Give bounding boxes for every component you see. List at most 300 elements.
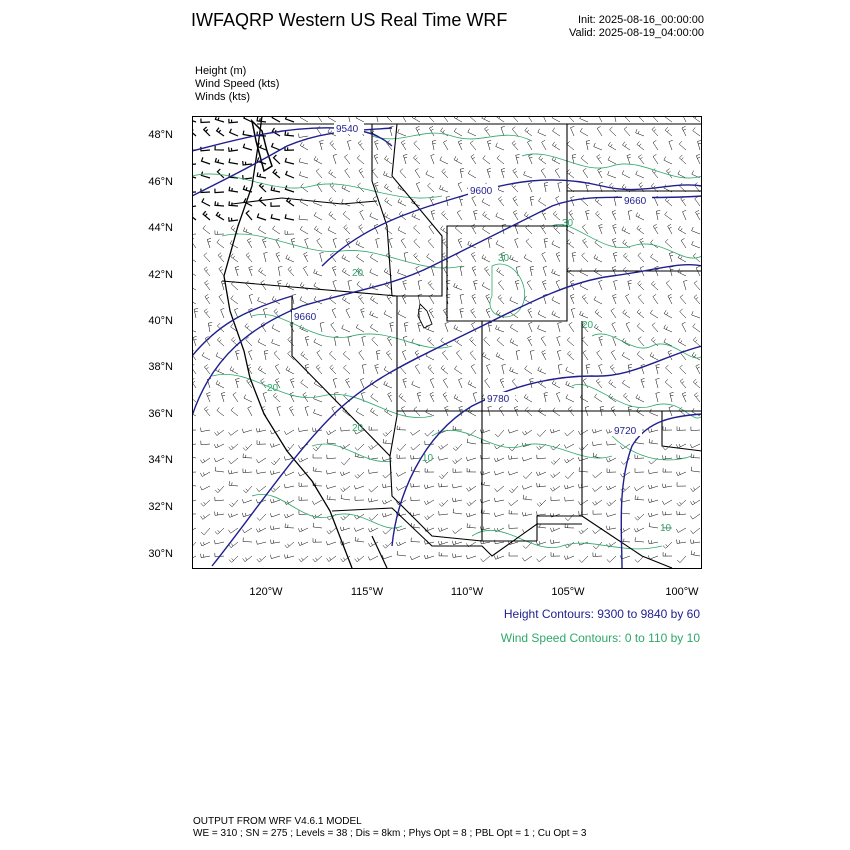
wind-barb	[412, 381, 420, 388]
wind-barb	[636, 213, 644, 221]
wind-barb	[453, 426, 462, 430]
wind-barb	[343, 211, 350, 220]
wind-barb	[245, 323, 252, 332]
wind-barb	[510, 324, 518, 332]
wind-barb	[327, 495, 336, 500]
wind-barb	[398, 199, 406, 206]
wind-barb	[329, 351, 336, 360]
wind-barb	[524, 254, 532, 262]
speed-label: 20	[267, 383, 279, 394]
wind-barb	[572, 253, 576, 263]
wind-barb	[454, 283, 462, 290]
wind-barb	[496, 213, 504, 220]
wind-barb	[229, 187, 238, 192]
wind-barb	[684, 280, 688, 290]
wind-barb	[356, 241, 364, 249]
wind-barb	[678, 226, 686, 234]
wind-barb	[341, 495, 350, 500]
wind-barb	[582, 337, 588, 346]
wind-barb	[586, 141, 590, 151]
wind-barb	[470, 351, 476, 360]
wind-barb	[638, 253, 644, 262]
wind-barb	[439, 483, 448, 487]
wind-barb	[665, 379, 672, 388]
wind-barb	[579, 556, 588, 563]
wind-barb	[610, 127, 617, 136]
wind-barb	[355, 496, 364, 500]
wind-barb	[556, 280, 560, 290]
wind-barb	[382, 513, 392, 517]
wind-barb	[284, 472, 294, 476]
wind-barb	[494, 513, 504, 517]
wind-barb	[229, 481, 238, 486]
wind-barb	[552, 311, 560, 318]
wind-barb	[332, 308, 336, 318]
wind-barb	[677, 482, 686, 486]
wind-barb	[398, 226, 406, 234]
wind-barb	[472, 196, 476, 206]
wind-barb	[453, 444, 462, 451]
wind-barb	[370, 254, 378, 262]
wind-barb	[257, 213, 266, 220]
wind-barb	[452, 541, 462, 545]
wind-barb	[453, 498, 463, 502]
wind-barb	[327, 455, 336, 459]
wind-barb	[243, 144, 252, 150]
wind-barb	[414, 141, 420, 150]
wind-barb	[508, 429, 518, 433]
wind-barb	[243, 486, 252, 493]
wind-barb	[567, 239, 574, 248]
wind-barb	[536, 472, 546, 476]
wind-barb	[453, 509, 462, 514]
wind-barb	[217, 169, 224, 178]
wind-barb	[359, 168, 364, 178]
lat-label: 32°N	[148, 501, 173, 513]
wind-barb	[496, 143, 504, 150]
wind-barb	[272, 324, 280, 332]
wind-barb	[342, 268, 350, 276]
wind-barb	[522, 457, 532, 461]
wind-barb	[678, 338, 686, 346]
wind-barb	[243, 161, 252, 165]
wind-barb	[303, 266, 308, 276]
wind-barb	[566, 395, 574, 403]
wind-barb	[459, 196, 463, 206]
wind-barb	[300, 226, 308, 234]
wind-barb	[522, 512, 532, 516]
wind-barb	[443, 392, 448, 402]
wind-barb	[414, 225, 421, 234]
wind-barb	[402, 350, 406, 360]
wind-barb	[258, 366, 266, 374]
wind-barb	[510, 367, 518, 374]
wind-barb	[404, 323, 408, 333]
wind-barb	[638, 281, 644, 290]
wind-barb	[636, 408, 644, 416]
wind-barb	[201, 441, 210, 445]
wind-barb	[668, 294, 672, 304]
wind-barb	[264, 252, 268, 262]
wind-barb	[669, 252, 673, 262]
windspeed-contours-note: Wind Speed Contours: 0 to 110 by 10	[500, 631, 700, 645]
lat-label: 48°N	[148, 129, 173, 141]
wind-barb	[623, 253, 630, 262]
wind-barb	[200, 486, 210, 490]
init-time: Init: 2025-08-16_00:00:00	[578, 14, 704, 26]
wind-barb	[682, 322, 686, 332]
wind-barb	[457, 210, 462, 220]
wind-barb	[298, 542, 308, 546]
wind-barb	[414, 239, 420, 248]
wind-barb	[651, 240, 659, 248]
wind-barb	[453, 468, 462, 472]
wind-barb	[201, 428, 210, 432]
wind-barb	[628, 280, 632, 290]
wind-barb	[202, 157, 211, 164]
wind-barb	[404, 253, 408, 263]
wind-barb	[440, 157, 448, 164]
wind-barb	[552, 142, 560, 150]
height-label: 9600	[470, 186, 493, 197]
wind-barb	[348, 280, 352, 290]
wind-barb	[368, 528, 378, 532]
wind-barb	[691, 467, 700, 472]
height-contours	[192, 128, 702, 568]
wind-barb	[656, 392, 660, 402]
wind-barb	[305, 238, 309, 248]
wind-barb	[690, 500, 700, 505]
wind-barb	[202, 198, 210, 206]
wind-barb	[234, 308, 238, 318]
wind-barb	[193, 336, 197, 346]
wind-barb	[458, 140, 462, 150]
wind-barb	[438, 456, 448, 460]
wind-barb	[676, 472, 686, 476]
wind-barb	[215, 230, 224, 234]
wind-barb	[384, 184, 392, 192]
wind-barb	[682, 392, 686, 402]
wind-barb	[565, 497, 574, 501]
wind-barb	[485, 267, 491, 277]
wind-barb	[229, 147, 238, 151]
wind-barb	[356, 324, 364, 332]
wind-barb	[498, 281, 504, 290]
wind-barb	[626, 322, 630, 332]
model-footer-params: WE = 310 ; SN = 275 ; Levels = 38 ; Dis = 8km ; Phys Opt = 8 ; PBL Opt = 1 ; Cu Opt = 3	[193, 828, 587, 839]
wind-barb	[313, 523, 322, 528]
wind-barb	[398, 129, 406, 136]
wind-barb	[204, 365, 210, 374]
wind-barb	[652, 127, 658, 136]
wind-barb	[607, 556, 616, 562]
wind-barb	[271, 214, 280, 220]
wind-barb	[556, 252, 560, 262]
wind-barb	[488, 323, 492, 333]
wind-barb	[691, 539, 700, 543]
wind-barb	[530, 197, 534, 207]
wind-barb	[656, 211, 660, 221]
wind-barb	[217, 128, 224, 136]
wind-barb	[663, 468, 672, 472]
wind-barb	[569, 322, 574, 332]
wind-barb	[397, 426, 406, 430]
wind-barb	[299, 172, 308, 179]
wind-barb	[382, 500, 392, 504]
wind-barb	[221, 308, 225, 318]
wind-barb	[567, 169, 574, 178]
wind-barb	[355, 537, 364, 542]
wind-barb	[612, 322, 616, 332]
wind-barb	[471, 154, 476, 164]
wind-barb	[460, 169, 464, 179]
wind-barb	[677, 511, 686, 515]
wind-barb	[345, 169, 350, 179]
wind-barb	[215, 467, 224, 472]
wind-barb	[539, 156, 546, 165]
wind-barb	[650, 409, 658, 416]
wind-barb	[666, 365, 673, 374]
wind-barb	[271, 540, 280, 544]
wind-barb	[383, 439, 392, 444]
wind-barb	[485, 379, 490, 389]
wind-barb	[356, 408, 364, 416]
wind-barb	[596, 379, 602, 388]
wind-barb	[567, 141, 574, 150]
wind-barb	[608, 171, 616, 178]
wind-barb	[442, 211, 449, 220]
wind-barb	[665, 239, 672, 248]
wind-barb	[333, 238, 337, 248]
wind-barb	[229, 217, 238, 221]
wind-barb	[414, 253, 420, 262]
wind-barb	[608, 142, 616, 150]
lon-label: 115°W	[350, 586, 384, 598]
wind-barb	[258, 226, 266, 234]
wind-barb	[347, 140, 351, 150]
wind-barb	[567, 268, 574, 276]
wind-barb	[624, 127, 630, 136]
wind-barb	[256, 528, 266, 532]
wind-barb	[201, 528, 210, 535]
wind-barb	[680, 379, 686, 388]
wind-barb	[551, 540, 560, 544]
wind-barb	[231, 296, 238, 305]
wind-barb	[204, 253, 210, 262]
wind-barb	[300, 297, 308, 305]
wind-barb	[544, 238, 548, 248]
wind-barb	[229, 500, 238, 507]
wind-barb	[498, 295, 504, 304]
wind-barb	[502, 364, 506, 374]
wind-barb	[370, 311, 378, 318]
wind-barb	[460, 308, 464, 318]
wind-barb	[278, 280, 282, 290]
wind-barb	[609, 380, 616, 388]
wind-barb	[578, 500, 588, 505]
wind-barb	[525, 366, 532, 374]
wind-barb	[424, 555, 434, 559]
speed-label: 10	[660, 523, 672, 534]
wind-barb	[229, 556, 238, 562]
wind-barb	[397, 551, 406, 556]
wind-barb	[663, 484, 673, 488]
wind-barb	[426, 171, 434, 178]
wind-barb	[242, 499, 252, 503]
wind-barb	[467, 468, 476, 472]
wind-barb	[564, 485, 574, 489]
wind-barb	[682, 126, 686, 136]
wind-barb	[565, 430, 574, 436]
wind-barb	[243, 556, 252, 562]
wind-barb	[595, 309, 602, 318]
wind-barb	[691, 454, 700, 458]
wind-barb	[369, 469, 378, 473]
wind-barb	[509, 510, 518, 514]
wind-barb	[428, 239, 434, 248]
wind-barb	[470, 337, 476, 346]
wind-barb	[443, 140, 448, 150]
wind-barb	[424, 485, 434, 489]
speed-label: 30	[498, 253, 510, 264]
wind-barb	[693, 337, 700, 346]
wind-barb	[621, 537, 630, 542]
wind-barb	[276, 252, 280, 262]
wind-barb	[586, 210, 590, 220]
wind-barb	[649, 470, 658, 474]
wind-barb	[515, 238, 519, 248]
wind-barb	[542, 252, 546, 262]
wind-barb	[200, 472, 210, 477]
wind-barb	[333, 378, 337, 388]
wind-barb	[299, 428, 308, 432]
wind-barb	[648, 429, 658, 433]
wind-barb	[329, 170, 336, 178]
wind-barb	[215, 430, 225, 436]
wind-barb	[471, 364, 476, 374]
wind-barb	[314, 226, 322, 234]
wind-barb	[333, 154, 337, 164]
wind-barb	[664, 325, 672, 332]
wind-barb	[355, 472, 364, 478]
wind-barb	[522, 556, 532, 561]
wind-barb	[611, 350, 616, 360]
wind-barb	[257, 470, 266, 474]
wind-barb	[542, 280, 546, 290]
wind-barb	[578, 430, 588, 435]
wind-barb	[636, 129, 644, 136]
wind-barb	[681, 238, 686, 248]
wind-barb	[473, 392, 477, 402]
wind-barb	[466, 513, 476, 517]
wind-barb	[510, 297, 518, 304]
speed-label: 20	[352, 423, 364, 434]
wind-barb	[638, 337, 644, 346]
wind-barb	[694, 295, 700, 304]
wind-barb	[396, 472, 406, 476]
wind-barb	[593, 472, 602, 478]
wind-barb	[285, 524, 294, 529]
wind-barb	[621, 509, 630, 514]
wind-barb	[510, 255, 518, 262]
wind-barb	[552, 380, 560, 388]
wind-barb	[512, 127, 518, 136]
wind-barb	[552, 269, 560, 276]
wind-barb	[272, 339, 280, 346]
wind-barb	[623, 142, 631, 150]
wind-barb	[243, 469, 252, 473]
wind-barb	[443, 378, 448, 388]
wind-barb	[495, 430, 504, 437]
wind-barb	[398, 269, 406, 276]
height-label: 9540	[336, 124, 359, 135]
wind-barb	[329, 212, 336, 221]
wind-barb	[566, 367, 574, 374]
wind-barb	[207, 392, 211, 402]
wind-barb	[483, 212, 490, 220]
wind-barb	[230, 129, 238, 136]
wind-barb	[495, 486, 504, 492]
wind-barb	[413, 155, 420, 164]
wind-barb	[201, 172, 210, 178]
wind-barb	[301, 380, 308, 389]
wind-barb	[537, 500, 546, 506]
wind-barb	[582, 253, 588, 262]
wind-barb	[415, 168, 420, 178]
wind-barb	[215, 189, 224, 193]
wind-barb	[467, 523, 476, 528]
wind-barb	[635, 537, 644, 542]
wind-barb	[247, 238, 252, 248]
wind-barb	[326, 541, 336, 545]
wind-barb	[453, 554, 462, 558]
wind-barb	[439, 472, 448, 479]
wind-barb	[571, 308, 575, 318]
wind-barb	[468, 129, 476, 136]
wind-barb	[663, 542, 672, 548]
wind-barb	[313, 538, 322, 542]
wind-barb	[637, 309, 644, 318]
wind-barb	[592, 429, 602, 433]
wind-barb	[495, 540, 505, 544]
field-windspeed-label: Wind Speed (kts)	[195, 78, 280, 90]
wind-barb	[599, 280, 603, 290]
wind-barb	[460, 294, 464, 304]
wind-barb	[371, 394, 378, 403]
wind-barb	[487, 364, 491, 374]
wind-barb	[651, 254, 659, 262]
wind-barb	[606, 513, 616, 517]
wind-barb	[390, 322, 394, 332]
wind-barb	[665, 127, 672, 136]
wind-barb	[403, 280, 407, 290]
wind-barb	[690, 514, 700, 519]
wind-barb	[440, 185, 449, 192]
wind-barb	[284, 514, 294, 518]
wind-barb	[384, 310, 392, 318]
wind-barb	[635, 495, 644, 500]
wind-barb	[555, 168, 560, 178]
lon-label: 105°W	[551, 586, 585, 598]
wind-barb	[484, 337, 490, 346]
wind-barb	[305, 406, 309, 416]
wind-barb	[233, 392, 238, 402]
wind-barb	[272, 143, 280, 150]
wind-barb	[472, 266, 476, 276]
wind-barb	[432, 141, 436, 151]
wind-barb	[679, 141, 686, 150]
wind-barb	[649, 540, 659, 544]
